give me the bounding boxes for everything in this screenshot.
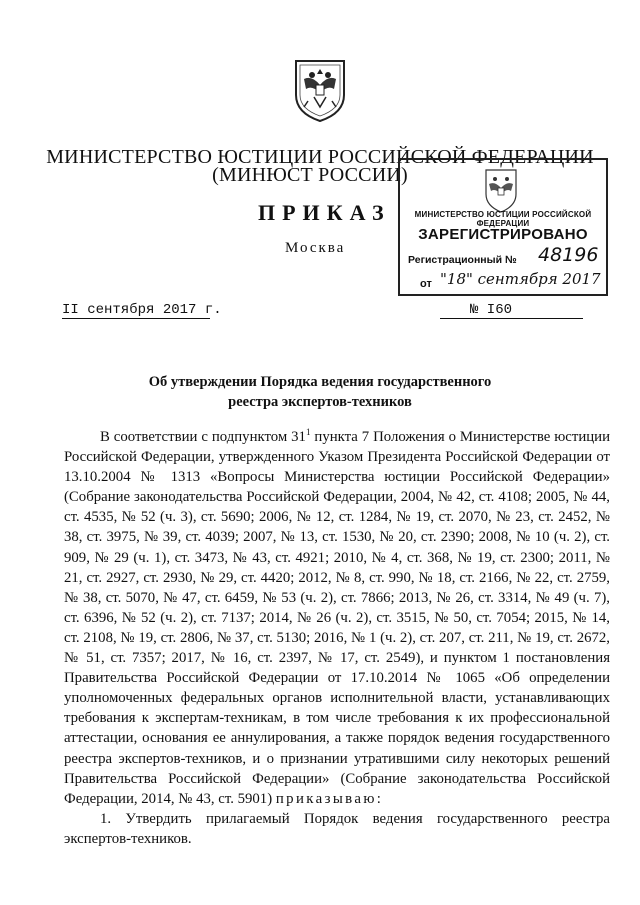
ministry-name: МИНИСТЕРСТВО ЮСТИЦИИ РОССИЙСКОЙ ФЕДЕРАЦИИ	[46, 146, 594, 168]
order-number-underline	[440, 318, 583, 319]
order-subject	[80, 372, 560, 412]
order-date-suffix: г.	[204, 302, 222, 318]
stamp-ministry: МИНИСТЕРСТВО ЮСТИЦИИ РОССИЙСКОЙ ФЕДЕРАЦИИ	[414, 210, 592, 228]
body-p1-start: В соответствии с подпунктом 31	[100, 429, 306, 445]
stamp-date-prefix: от	[420, 278, 432, 290]
stamp-reg-label: Регистрационный №	[408, 254, 517, 266]
stamp-eagle-icon	[480, 166, 522, 214]
city: Москва	[285, 240, 346, 256]
body-p1-rest: пункта 7 Положения о Министерстве юстиции Российской Федерации, утвержденного Указом Президента Российской Федерации от 13.10.2004 № 1313 «Вопросы Министерства юстиции Российской Федерации» (Собрание законодательства Российской Федерации, 2004, № 42, ст. 4108; 2005, № 44, ст. 4535, № 52 (ч. 3), ст. 5690; 2006, № 12, ст. 1284, № 19, ст. 2070, № 23, ст. 2452, № 38, ст. 3975, № 39, ст. 4039; 2007, № 13, ст. 1530, № 20, ст. 2390; 2008, № 10 (ч. 2), ст. 909, № 29 (ч. 1), ст. 3473, № 43, ст. 4921; 2010, № 4, ст. 368, № 19, ст. 2300; 2011, № 21, ст. 2927, ст. 2930, № 29, ст. 4420; 2012, № 8, ст. 990, № 18, ст. 2166, № 22, ст. 2759, № 38, ст. 5070, № 47, ст. 6459, № 53 (ч. 2), ст. 7866; 2013, № 26, ст. 3314, № 49 (ч. 7), ст. 6396, № 52 (ч. 2), ст. 7137; 2014, № 26 (ч. 2), ст. 3515, № 50, ст. 7054; 2015, № 14, ст. 2108, № 19, ст. 2806, № 37, ст. 5130; 2016, № 1 (ч. 2), ст. 207, ст. 211, № 19, ст. 2672, № 51, ст. 7357; 2017, № 16, ст. 2397, № 17, ст. 2549), и пунктом 1 постановления Правительства Российской Федерации от 17.10.2014 № 1065 «Об определении уполномоченных федеральных органов исполнительной власти, устанавливающих требования к экспертам-техникам, в том числе требования к их профессиональной аттестации, основания ее аннулирования, а также порядок ведения государственного реестра экспертов-техников, и о признании утратившими силу некоторых решений Правительства Российской Федерации» (Собрание законодательства Российской Федерации, 2014, № 43, ст. 5901)	[64, 429, 611, 807]
stamp-date: "18" сентября 2017	[440, 270, 601, 288]
document-type: ПРИКАЗ	[258, 200, 391, 225]
stamp-registered: ЗАРЕГИСТРИРОВАНО	[418, 226, 588, 243]
order-date-value: II сентября 2017	[62, 302, 197, 318]
order-body	[64, 427, 610, 849]
body-p1-command: приказываю:	[275, 790, 384, 807]
subject-line-2: реестра экспертов-техников	[228, 394, 412, 410]
registration-stamp	[398, 158, 608, 296]
body-p1-sup: 1	[305, 427, 311, 438]
ministry-short-name: (МИНЮСТ РОССИИ)	[212, 164, 408, 186]
russian-double-headed-eagle-icon	[290, 55, 350, 123]
body-paragraph-1	[64, 427, 610, 809]
body-paragraph-2: 1. Утвердить прилагаемый Порядок ведения государственного реестра экспертов-техников.	[64, 810, 610, 847]
subject-line-1: Об утверждении Порядка ведения государственного	[148, 374, 492, 390]
order-date	[62, 302, 222, 318]
stamp-reg-number: 48196	[538, 244, 599, 266]
order-number: № I60	[470, 302, 513, 318]
order-date-underline	[62, 318, 210, 319]
